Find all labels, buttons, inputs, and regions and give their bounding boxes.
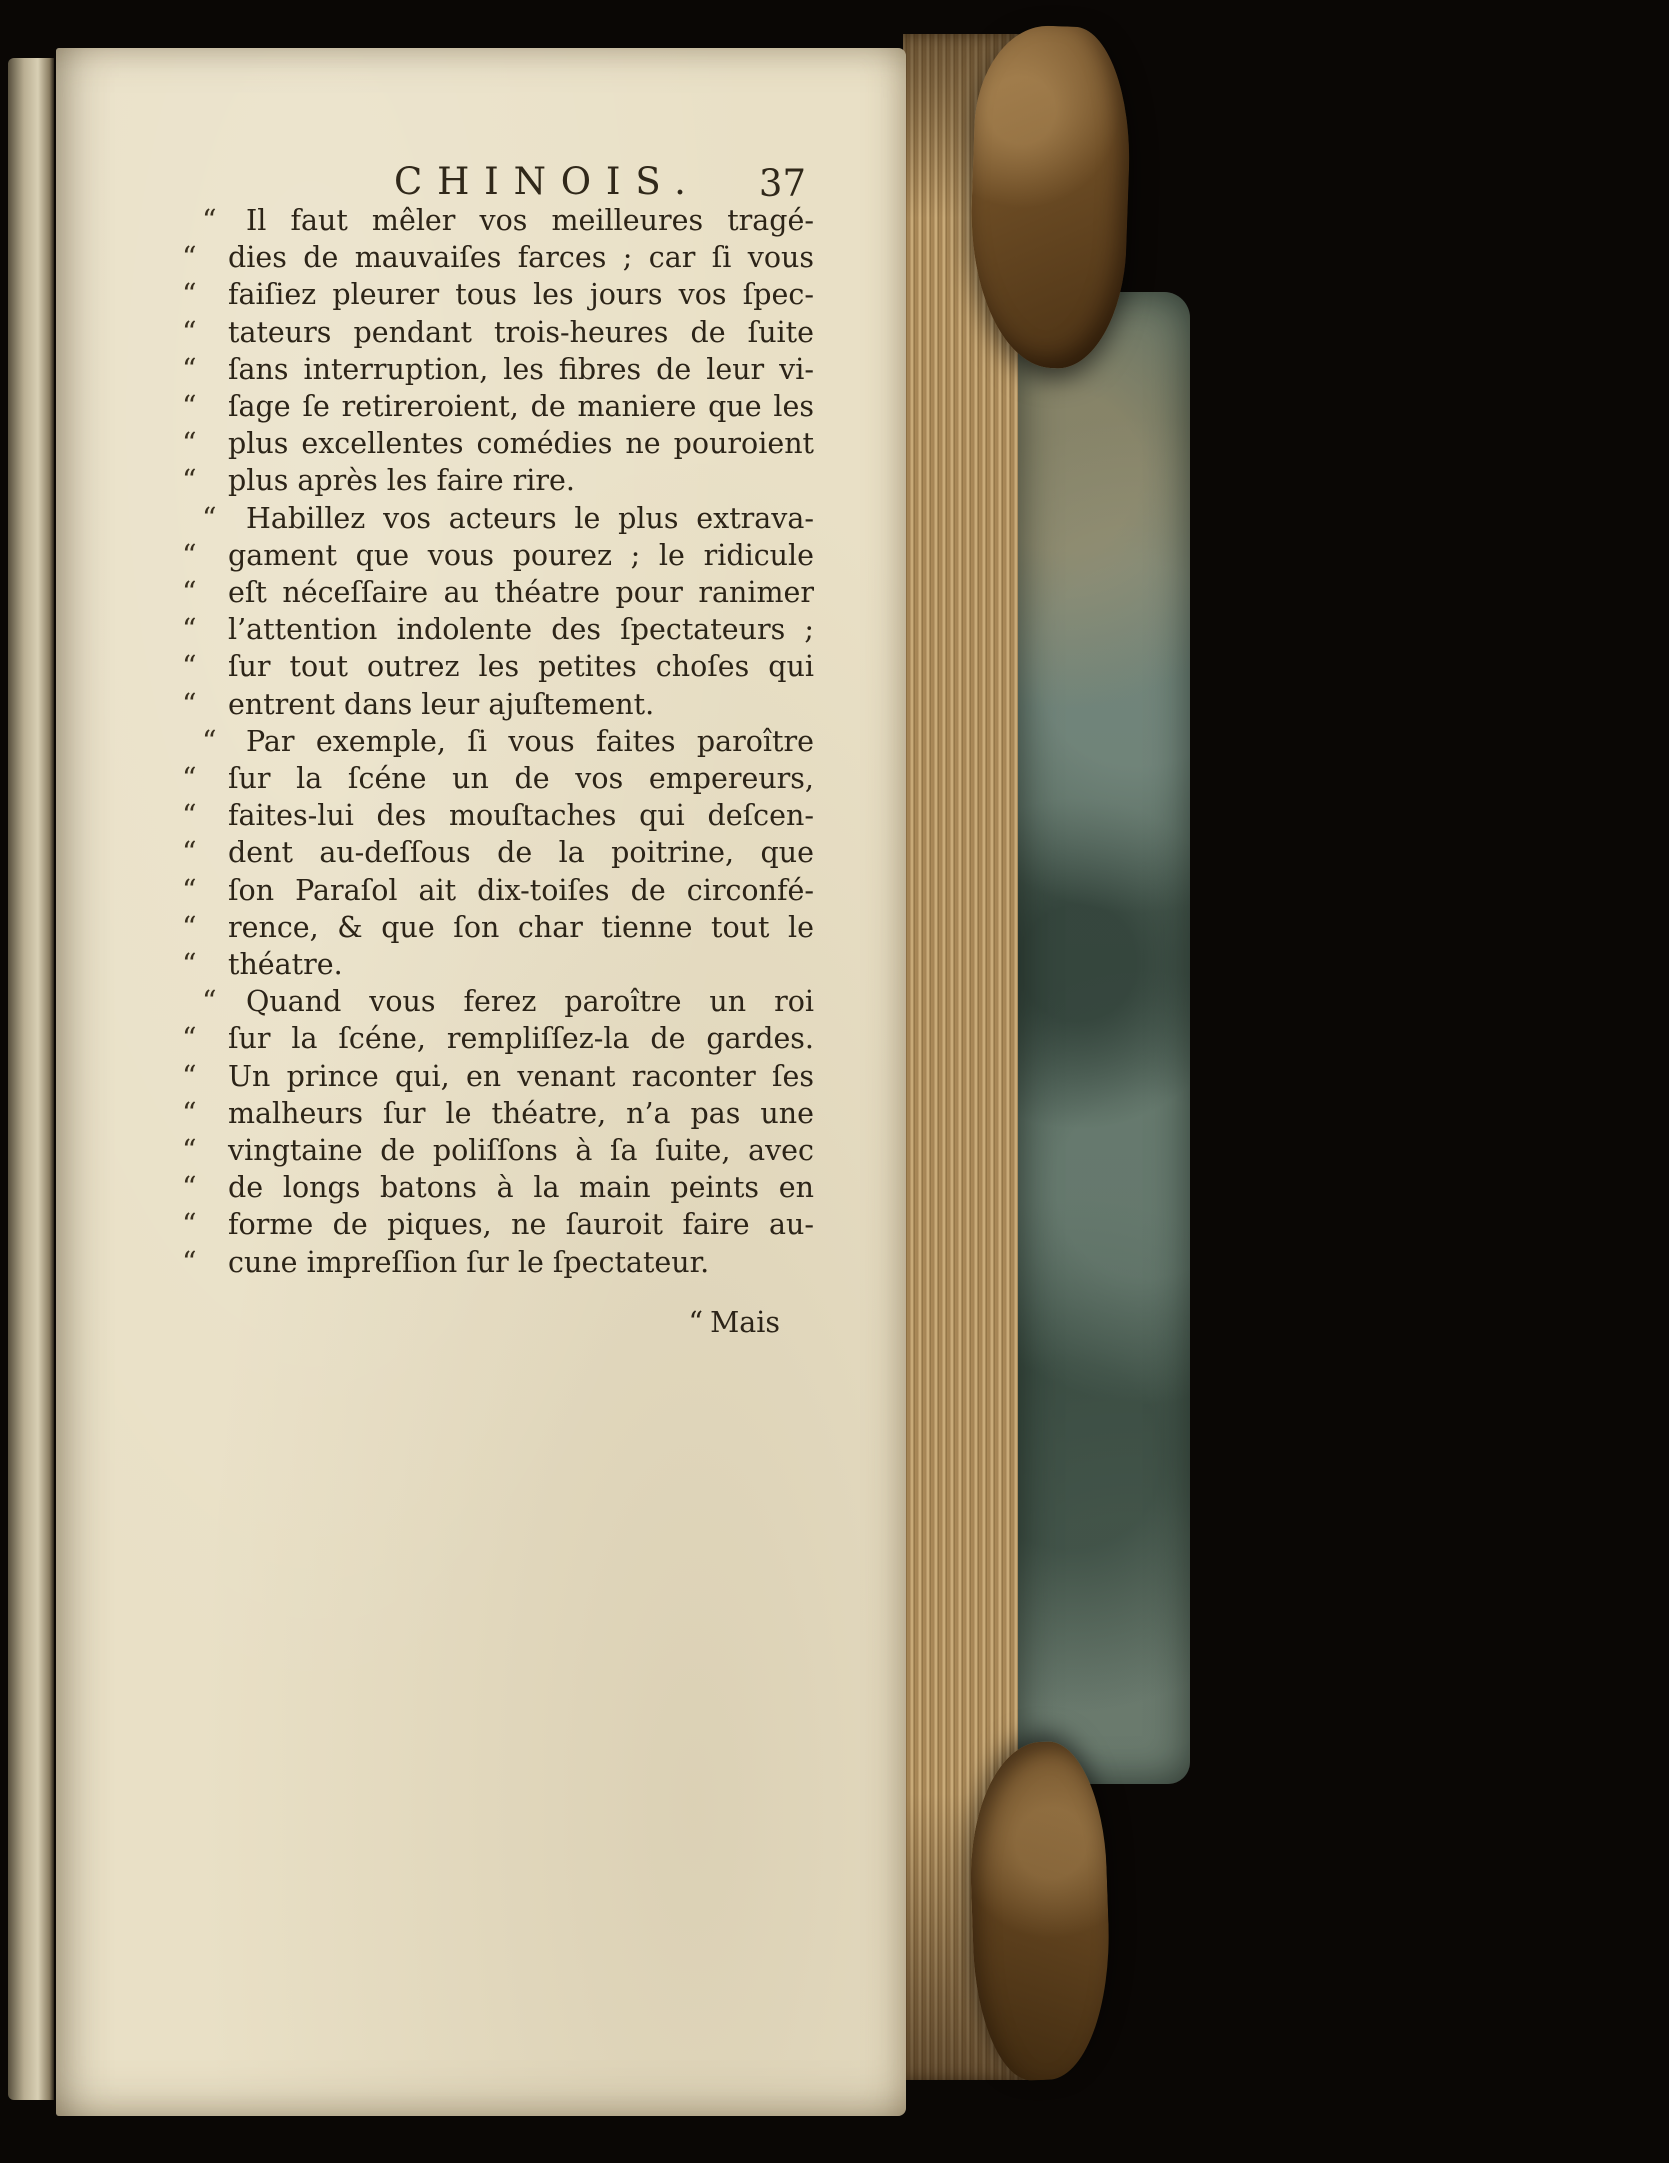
quote-mark: “ [182,241,196,275]
line-text: ſon Paraſol ait dix-toiſes de circonfé- [228,873,814,907]
line-text: de longs batons à la main peints en [228,1171,814,1205]
line-text: plus excellentes comédies ne pouroient [228,427,814,461]
text-line [182,946,814,983]
line-text: rence, & que ſon char tienne tout le [228,910,814,944]
quote-mark: “ [182,1208,196,1242]
line-text: théatre. [228,948,343,982]
line-text: faiſiez pleurer tous les jours vos ſpec- [228,278,814,312]
text-line [182,1058,814,1095]
line-text: Par exemple, ſi vous faites paroître [246,724,814,758]
line-text: gament que vous pourez ; le ridicule [228,538,814,572]
text-line [182,1244,814,1281]
line-text: Habillez vos acteurs le plus extrava- [246,501,814,535]
line-text: cune impreſſion ſur le ſpectateur. [228,1245,710,1279]
page-title: CHINOIS. [394,160,701,203]
line-text: plus après les faire rire. [228,464,575,498]
text-line [182,872,814,909]
text-line [182,648,814,685]
quote-mark: “ [182,948,196,982]
text-line [182,537,814,574]
quote-mark: “ [182,1059,196,1093]
line-text: ſans interruption, les fibres de leur vi- [228,352,814,386]
line-text: eſt néceſſaire au théatre pour ranimer [228,576,814,610]
text-line [182,500,814,537]
text-line [182,611,814,648]
line-text: Quand vous ferez paroître un roi [246,985,814,1019]
text-line [182,797,814,834]
line-text: ſur tout outrez les petites choſes qui [228,650,814,684]
text-line [182,462,814,499]
quote-mark: “ [182,650,196,684]
text-line [182,351,814,388]
book-page [56,48,906,2116]
quote-mark: “ [688,1306,703,1339]
quote-mark: “ [182,576,196,610]
quote-mark: “ [182,1171,196,1205]
quote-mark: “ [182,613,196,647]
quote-mark: “ [182,1096,196,1130]
quote-mark: “ [202,724,216,758]
quote-mark: “ [182,464,196,498]
line-text: vingtaine de poliſſons à ſa ſuite, avec [228,1134,814,1168]
text-line [182,276,814,313]
line-text: malheurs ſur le théatre, n’a pas une [228,1096,814,1130]
line-text: ſur la ſcéne un de vos empereurs, [228,762,814,796]
quote-mark: “ [182,687,196,721]
text-line [182,760,814,797]
text-line [182,1206,814,1243]
quote-mark: “ [182,1245,196,1279]
line-text: l’attention indolente des ſpectateurs ; [228,613,814,647]
catchword-text: Mais [710,1306,780,1339]
quote-mark: “ [182,836,196,870]
text-line [182,834,814,871]
text-line [182,314,814,351]
catchword-row [182,1294,814,1341]
text-line [182,1095,814,1132]
text-line [182,202,814,239]
text-line [182,425,814,462]
quote-mark: “ [182,1134,196,1168]
quote-mark: “ [182,762,196,796]
quote-mark: “ [202,204,216,237]
line-text: entrent dans leur ajuſtement. [228,687,655,721]
text-line [182,239,814,276]
text-line [182,388,814,425]
quote-mark: “ [182,352,196,386]
text-line [182,1132,814,1169]
text-line [182,1169,814,1206]
quote-mark: “ [182,427,196,461]
quote-mark: “ [182,278,196,312]
quote-mark: “ [182,799,196,833]
line-text: tateurs pendant trois-heures de ſuite [228,315,814,349]
leather-spine-bottom [966,1740,1114,2083]
facing-page-edge [8,58,54,2100]
quote-mark: “ [182,910,196,944]
quote-mark: “ [182,873,196,907]
text-line [182,983,814,1020]
quote-mark: “ [202,501,216,535]
text-line [182,574,814,611]
line-text: Un prince qui, en venant raconter ſes [228,1059,814,1093]
text-line [182,723,814,760]
line-text: Il faut mêler vos meilleures tragé- [246,204,814,237]
quote-mark: “ [182,1022,196,1056]
text-line [182,686,814,723]
marbled-cover-board [1018,292,1190,1784]
line-text: ſage ſe retireroient, de maniere que les [228,390,814,424]
text-line [182,909,814,946]
line-text: ſur la ſcéne, rempliſſez-la de gardes. [228,1022,814,1056]
line-text: faites-lui des mouſtaches qui deſcen- [228,799,814,833]
line-text: forme de piques, ne ſauroit faire au- [228,1208,814,1242]
quote-mark: “ [182,538,196,572]
quote-mark: “ [202,985,216,1019]
text-line [182,1020,814,1057]
text-block [182,202,814,1281]
page-number: 37 [758,162,806,205]
catchword [182,1304,814,1341]
line-text: dent au-deſſous de la poitrine, que [228,836,814,870]
quote-mark: “ [182,315,196,349]
line-text: dies de mauvaiſes farces ; car ſi vous [228,241,814,275]
quote-mark: “ [182,390,196,424]
